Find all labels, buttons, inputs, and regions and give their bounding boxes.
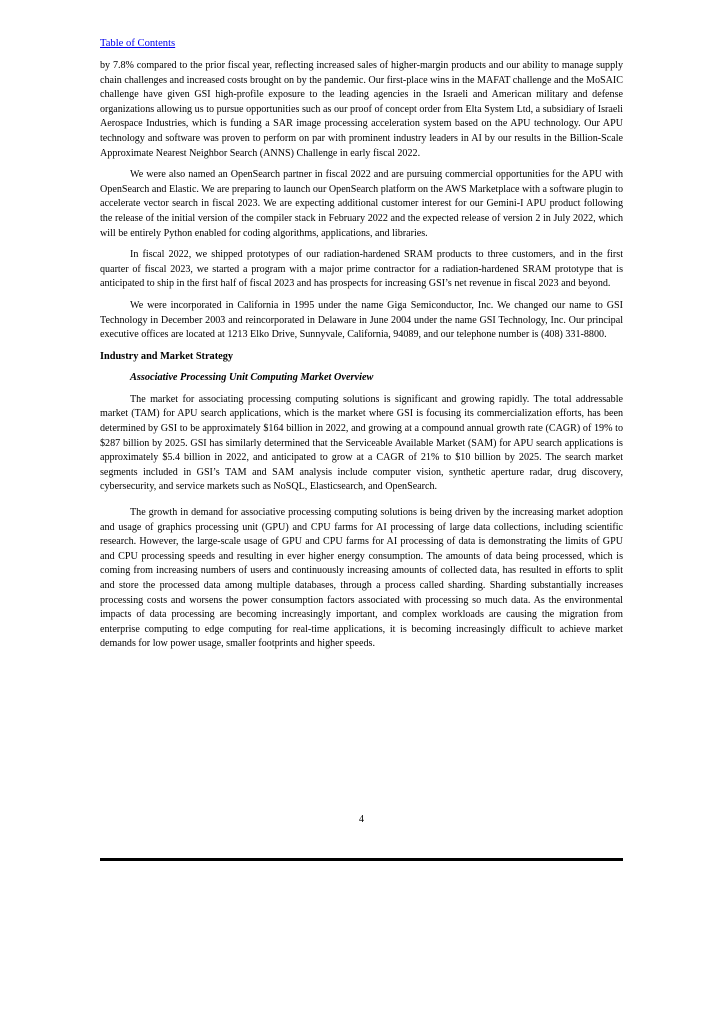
- paragraph-radiation-hardened-sram: In fiscal 2022, we shipped prototypes of our radiation-hardened SRAM products to three customers, and in the first quarter of fiscal 2023, we started a program with a major prime contractor for a radiation-hardened SRAM prototype that is anticipated to ship in the first half of fiscal 2023 and has prospects for increasing GSI’s net revenue in fiscal 2023 and beyond.: [100, 249, 623, 290]
- paragraph-market-size: The market for associating processing computing solutions is significant and growing rapidly. The total addressable market (TAM) for APU search applications, which is the market where GSI is focusing its commercialization efforts, has been determined by GSI to be approximately $164 billion in 2022, and growing at a compound annual growth rate (CAGR) of 19% to $287 billion by 2025. GSI has similarly determined that the Serviceable Available Market (SAM) for APU search applications is approximately $5.4 billion in 2022, and anticipated to grow at a CAGR of 21% to $10 billion by 2025. The search market segments included in GSI’s TAM and SAM analysis include computer vision, synthetic aperture radar, drug discovery, cybersecurity, and service markets such as NoSQL, Elasticsearch, and OpenSearch.: [100, 393, 623, 493]
- document-page: [100, 33, 623, 652]
- paragraph-market-growth-drivers: The growth in demand for associative processing computing solutions is being driven by the increasing market adoption and usage of graphics processing unit (GPU) and CPU farms for AI processing of large data collections, including scientific research. However, the large-scale usage of GPU and CPU farms for AI processing of data is demonstrating the limits of GPU and CPU processing speeds and resulting in ever higher energy consumption. The amounts of data being processed, which is coming from increasing numbers of users and continuously increasing amounts of collected data, has resulted in efforts to split and store the processed data among multiple databases, through a process called sharding. Sharding substantially increases processing costs and worsens the power consumption factors associated with processing so much data. As the environmental impacts of data processing are becoming increasingly important, and complex workloads are causing the migration from enterprise computing to edge computing for real-time applications, it is becoming increasingly difficult to achieve market demands for low power usage, smaller footprints and higher speeds.: [100, 507, 623, 650]
- page-number: 4: [358, 814, 365, 825]
- paragraph-fiscal-results: by 7.8% compared to the prior fiscal year, reflecting increased sales of higher-margin products and our ability to manage supply chain challenges and increased costs brought on by the pandemic. Our first-place wins in the MAFAT challenge and the MoSAIC challenge have given GSI high-profile exposure to the leading agencies in the Israeli and American military and defense organizations allowing us to pursue opportunities such as our proof of concept order from Elta System Ltd, a subsidiary of Israeli Aerospace Industries, which is funding a SAR image processing acceleration system based on the APU technology. Our APU technology and software was proven to perform on par with prominent industry leaders in AI by our results in the Billion-Scale Approximate Nearest Neighbor Search (ANNS) Challenge in early fiscal 2022.: [100, 60, 623, 159]
- paragraph-opensearch-partner: We were also named an OpenSearch partner in fiscal 2022 and are pursuing commercial opportunities for the APU with OpenSearch and Elastic. We are preparing to launch our OpenSearch platform on the AWS Marketplace with a software plugin to accelerate vector search in fiscal 2023. We are expecting additional customer interest for our Gemini-I APU product following the release of the initial version of the compiler stack in February 2022 and the expected release of version 2 in July 2022, which will be entirely Python enabled for coding algorithms, applications, and libraries.: [100, 169, 623, 239]
- section-heading: Industry and Market Strategy: [100, 350, 233, 362]
- footer-divider: [100, 858, 623, 861]
- section-subheading: Associative Processing Unit Computing Market Overview: [130, 372, 374, 384]
- paragraph-incorporation: We were incorporated in California in 1995 under the name Giga Semiconductor, Inc. We changed our name to GSI Technology in December 2003 and reincorporated in Delaware in June 2004 under the name GSI Technology, Inc. Our principal executive offices are located at 1213 Elko Drive, Sunnyvale, California, 94089, and our telephone number is (408) 331-8800.: [100, 299, 623, 341]
- table-of-contents-link[interactable]: Table of Contents: [100, 38, 176, 49]
